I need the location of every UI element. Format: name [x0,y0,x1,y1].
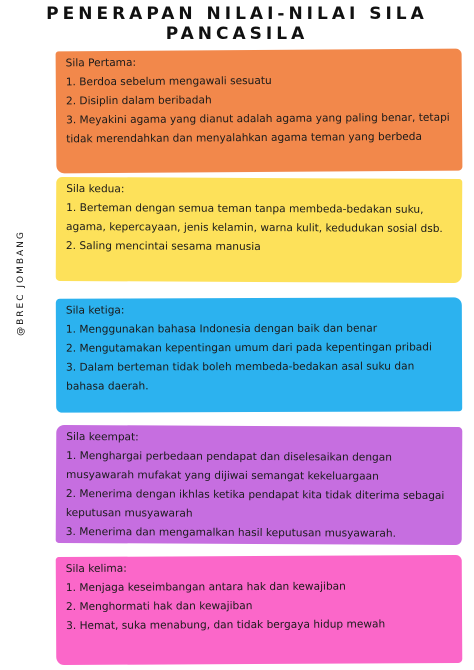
section-item: 1. Menggunakan bahasa Indonesia dengan baik dan benar [65,322,378,336]
section-item: 1. Berdoa sebelum mengawali sesuatu [65,74,272,89]
section-heading: Sila ketiga: [65,304,125,317]
section-item: 3. Dalam berteman tidak boleh membeda-bedakan asal suku dan bahasa daerah. [66,360,415,393]
section-item: 2. Saling mencintai sesama manusia [65,239,261,254]
section-item: 1. Berteman dengan semua teman tanpa membeda-bedakan suku, agama, kepercayaan, jenis kelamin, warna kulit, kedudukan sosial dsb. [65,201,443,235]
section-heading: Sila kedua: [66,182,125,196]
section-sila-keempat [56,425,463,545]
section-item: 3. Menerima dan mengamalkan hasil keputusan musyawarah. [65,525,397,540]
section-item: 1. Menjaga keseimbangan antara hak dan kewajiban [65,580,346,595]
page-title-line-2: PANCASILA [165,24,309,44]
section-item: 3. Meyakini agama yang dianut adalah agama yang paling benar, tetapi tidak merendahkan dan menyalahkan agama teman yang berbeda [66,111,450,146]
section-item: 2. Mengutamakan kepentingan umum dari pada kepentingan pribadi [65,341,432,355]
section-item: 3. Hemat, suka menabung, dan tidak bergaya hidup mewah [66,618,386,633]
section-item: 2. Disiplin dalam beribadah [65,94,212,108]
section-sila-ketiga [56,297,462,412]
section-sila-kelima [56,555,463,665]
watermark-label: @BREC JOMBANG [16,230,26,336]
section-sila-pertama [56,49,463,174]
section-heading: Sila keempat: [66,430,139,444]
page-title-line-1: PENERAPAN NILAI-NILAI SILA [46,4,428,24]
page-title [0,4,474,44]
section-heading: Sila kelima: [65,562,127,576]
section-sila-kedua [56,177,463,283]
section-item: 1. Menghargai perbedaan pendapat dan diselesaikan dengan musyawarah mufakat yang dijiwai semangat kekeluargaan [66,449,393,483]
section-item: 2. Menghormati hak dan kewajiban [65,600,253,614]
section-heading: Sila Pertama: [65,56,137,70]
section-item: 2. Menerima dengan ikhlas ketika pendapat kita tidak diterima sebagai keputusan musyawarah [65,487,445,520]
